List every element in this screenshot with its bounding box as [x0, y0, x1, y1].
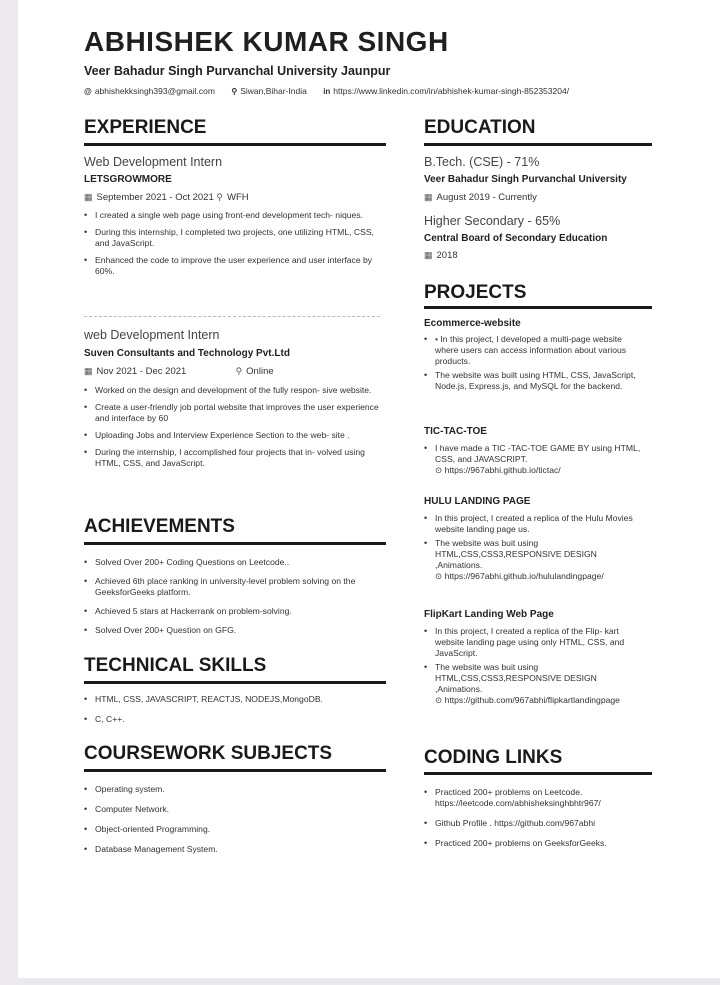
calendar-icon: ▦: [424, 192, 433, 202]
list-item: • Practiced 200+ problems on GeeksforGeeks.: [424, 838, 646, 849]
github-icon: ⊙: [435, 465, 445, 475]
education-heading: EDUCATION: [424, 117, 536, 138]
list-item: • Computer Network.: [84, 804, 380, 815]
job-location: WFH: [227, 192, 249, 203]
list-item: • Enhanced the code to improve the user experience and user interface by 60%.: [84, 255, 380, 277]
list-item: • Solved Over 200+ Coding Questions on Leetcode..: [84, 557, 380, 568]
project-title: FlipKart Landing Web Page: [424, 609, 554, 620]
list-item: • I created a single web page using front-end development tech- niques.: [84, 210, 380, 221]
education-school: Central Board of Secondary Education: [424, 233, 608, 244]
project-title: TIC-TAC-TOE: [424, 426, 487, 437]
project-bullets: [424, 513, 646, 588]
job-meta: [84, 192, 249, 203]
map-pin-icon: ⚲: [235, 366, 243, 376]
university-line: Veer Bahadur Singh Purvanchal University Jaunpur: [84, 64, 391, 78]
project-title: Ecommerce-website: [424, 318, 521, 329]
email-link[interactable]: abhishekksingh393@gmail.com: [94, 86, 215, 96]
list-item: [424, 443, 646, 476]
coding-links-rule: [424, 772, 652, 775]
projects-rule: [424, 306, 652, 309]
linkedin-icon: in: [323, 87, 331, 96]
project-link[interactable]: https://967abhi.github.io/hululandingpage/: [444, 571, 604, 581]
github-icon: ⊙: [435, 571, 445, 581]
education-degree: B.Tech. (CSE) - 71%: [424, 155, 540, 169]
list-item: • Achieved 5 stars at Hackerrank on problem-solving.: [84, 606, 380, 617]
calendar-icon: ▦: [84, 192, 93, 202]
skills-rule: [84, 681, 386, 684]
at-icon: @: [84, 87, 92, 96]
list-item: • Worked on the design and development of the fully respon- sive website.: [84, 385, 380, 396]
list-item: • Achieved 6th place ranking in university-level problem solving on the GeeksforGeeks platform.: [84, 576, 380, 598]
education-rule: [424, 143, 652, 146]
coursework-heading: COURSEWORK SUBJECTS: [84, 743, 333, 764]
list-item: • Solved Over 200+ Question on GFG.: [84, 625, 380, 636]
project-link[interactable]: https://967abhi.github.io/tictac/: [444, 465, 561, 475]
github-icon: ⊙: [435, 695, 445, 705]
list-item: • Github Profile . https://github.com/967abhi: [424, 818, 646, 829]
linkedin-link[interactable]: https://www.linkedin.com/in/abhishek-kumar-singh-852353204/: [333, 86, 570, 96]
coding-links-heading: CODING LINKS: [424, 747, 563, 768]
map-pin-icon: ⚲: [216, 192, 223, 202]
calendar-icon: ▦: [424, 250, 433, 260]
list-item: • During the internship, I accomplished four projects that in- volved using HTML, CSS, and JavaScript.: [84, 447, 380, 469]
job-location: Online: [246, 366, 274, 377]
list-item: • Practiced 200+ problems on Leetcode. https://leetcode.com/abhisheksinghbhtr967/: [424, 787, 646, 809]
job-company: LETSGROWMORE: [84, 174, 172, 185]
skills-heading: TECHNICAL SKILLS: [84, 655, 267, 676]
list-item: [424, 538, 646, 582]
achievements-list: [84, 557, 380, 642]
coursework-list: [84, 784, 380, 861]
job-meta: [84, 366, 274, 377]
project-title: HULU LANDING PAGE: [424, 496, 531, 507]
list-item: • • In this project, I developed a multi-page website where users can access information about various products.: [424, 334, 646, 367]
projects-heading: PROJECTS: [424, 282, 527, 303]
education-meta: [424, 250, 458, 261]
project-bullet-text: I have made a TIC -TAC-TOE GAME BY using HTML, CSS, and JAVASCRIPT.: [435, 443, 641, 464]
achievements-heading: ACHIEVEMENTS: [84, 516, 235, 537]
education-school: Veer Bahadur Singh Purvanchal University: [424, 174, 627, 185]
map-pin-icon: ⚲: [231, 87, 238, 96]
list-item: • Operating system.: [84, 784, 380, 795]
project-bullets: [424, 626, 646, 712]
project-bullet-text: The website was buit using HTML,CSS,CSS3,RESPONSIVE DESIGN ,Animations.: [435, 538, 597, 570]
skills-list: [84, 694, 380, 731]
job-dates: Nov 2021 - Dec 2021: [96, 366, 187, 377]
job-bullets: [84, 385, 380, 475]
list-item: • Uploading Jobs and Interview Experience Section to the web- site .: [84, 430, 380, 441]
job-company: Suven Consultants and Technology Pvt.Ltd: [84, 348, 290, 359]
experience-rule: [84, 143, 386, 146]
list-item: • The website was built using HTML, CSS, JavaScript, Node.js, Express.js, and MySQL for the backend.: [424, 370, 646, 392]
experience-heading: EXPERIENCE: [84, 117, 207, 138]
list-item: • Database Management System.: [84, 844, 380, 855]
list-item: • HTML, CSS, JAVASCRIPT, REACTJS, NODEJS,MongoDB.: [84, 694, 380, 705]
coursework-rule: [84, 769, 386, 772]
calendar-icon: ▦: [84, 366, 93, 376]
project-link[interactable]: https://github.com/967abhi/flipkartlandingpage: [444, 695, 620, 705]
project-bullet-text: The website was buit using HTML,CSS,CSS3,RESPONSIVE DESIGN ,Animations.: [435, 662, 597, 694]
list-item: • C, C++.: [84, 714, 380, 725]
list-item: • Object-oriented Programming.: [84, 824, 380, 835]
job-role: web Development Intern: [84, 328, 220, 342]
project-bullets: [424, 334, 646, 398]
location-text: Siwan,Bihar-India: [240, 86, 307, 96]
project-bullets: [424, 443, 646, 482]
job-bullets: [84, 210, 380, 283]
resume-page: [18, 0, 720, 978]
list-item: • Create a user-friendly job portal website that improves the user experience and interface by 60: [84, 402, 380, 424]
education-degree: Higher Secondary - 65%: [424, 214, 561, 228]
list-item: • In this project, I created a replica of the Flip- kart website landing page using only HTML, CSS, and JavaScript.: [424, 626, 646, 659]
contact-line: [84, 86, 583, 96]
job-role: Web Development Intern: [84, 155, 223, 169]
education-dates: August 2019 - Currently: [436, 192, 537, 203]
job-divider: [84, 316, 380, 317]
candidate-name: ABHISHEK KUMAR SINGH: [84, 26, 449, 57]
list-item: • During this internship, I completed two projects, one utilizing HTML, CSS, and JavaScript.: [84, 227, 380, 249]
list-item: • In this project, I created a replica of the Hulu Movies website landing page us.: [424, 513, 646, 535]
coding-links-list: [424, 787, 646, 855]
list-item: [424, 662, 646, 706]
job-dates: September 2021 - Oct 2021: [96, 192, 214, 203]
education-dates: 2018: [436, 250, 458, 261]
education-meta: [424, 192, 537, 203]
achievements-rule: [84, 542, 386, 545]
